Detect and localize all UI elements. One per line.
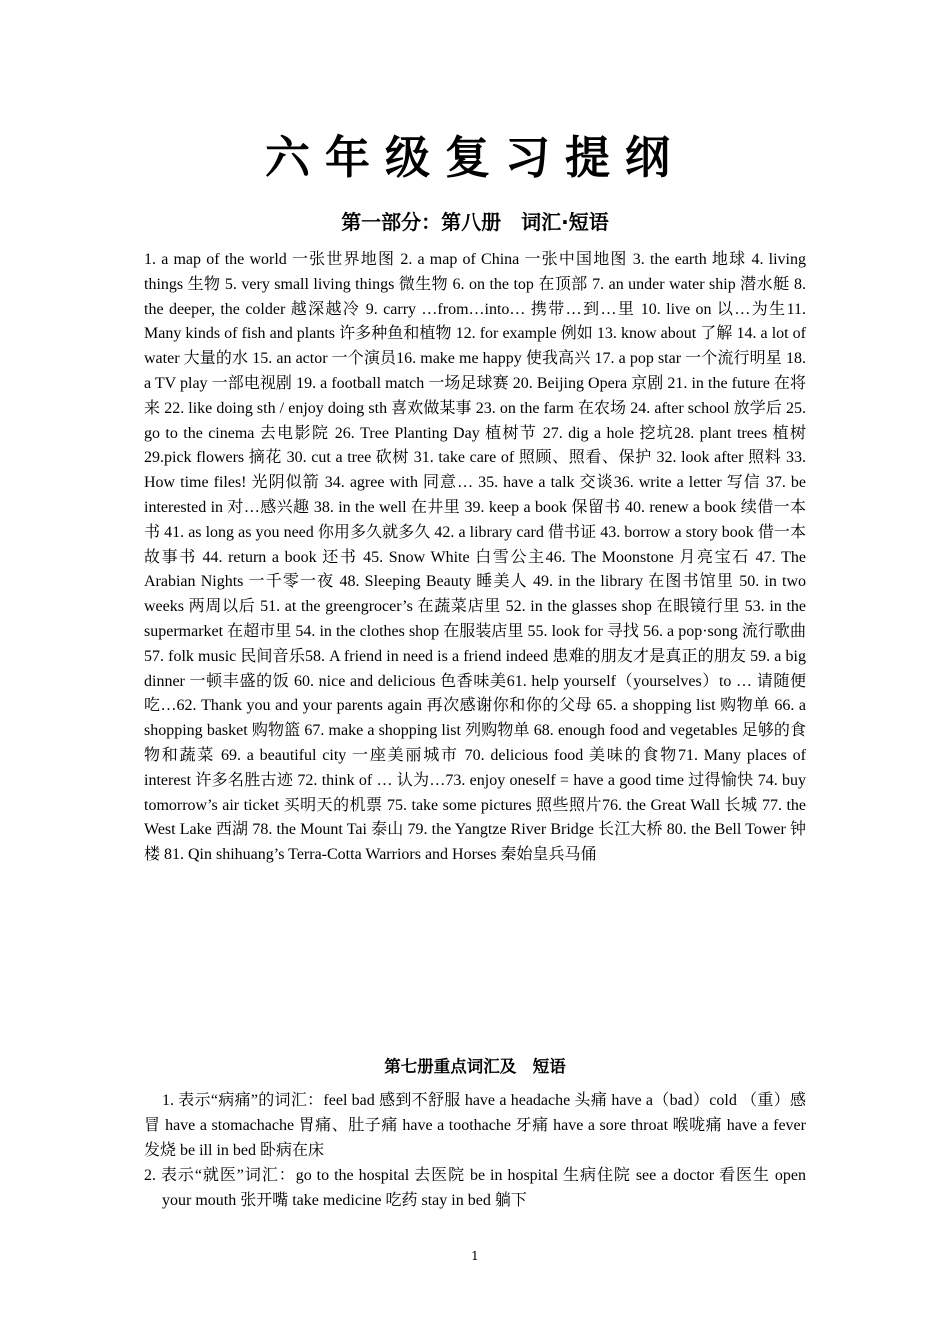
section-heading-part-one: 第一部分：第八册 词汇·短语 [341,210,609,234]
page-number: 1 [471,1249,479,1263]
illness-vocabulary-item: 1. 表示“病痛”的词汇：feel bad 感到不舒服 have a headache 头痛 have a（bad）cold （重）感冒 have a stomachache 胃痛、肚子痛 have a toothache 牙痛 have a sore throat 喉咙痛 have a fever 发烧 be ill in bed 卧病在床 [144,1092,806,1159]
document-title: 六年级复习提纲 [264,131,685,184]
section-heading-book-seven: 第七册重点词汇及 短语 [384,1057,566,1076]
vocabulary-list: 1. a map of the world 一张世界地图 2. a map of China 一张中国地图 3. the earth 地球 4. living things 生物 5. very small living things 微生物 6. on the top 在顶部 7. an under water ship 潜水艇 8. the deeper, the colder 越深越冷 9. carry …from…into… 携带…到…里 10. live on 以…为生11. Many kinds of fish and plants 许多种鱼和植物 12. for example 例如 13. know about 了解 14. a lot of water 大量的水 15. an actor 一个演员16. make me happy 使我高兴 17. a pop star 一个流行明星 18. a TV play 一部电视剧 19. a football match 一场足球赛 20. Beijing Opera 京剧 21. in the future 在将来 22. like doing sth / enjoy doing sth 喜欢做某事 23. on the farm 在农场 24. after school 放学后 25. go to the cinema 去电影院 26. Tree Planting Day 植树节 27. dig a hole 挖坑28. plant trees 植树 29.pick flowers 摘花 30. cut a tree 砍树 31. take care of 照顾、照看、保护 32. look after 照料 33. How time files! 光阴似箭 34. agree with 同意… 35. have a talk 交谈36. write a letter 写信 37. be interested in 对…感兴趣 38. in the well 在井里 39. keep a book 保留书 40. renew a book 续借一本书 41. as long as you need 你用多久就多久 42. a library card 借书证 43. borrow a story book 借一本故事书 44. return a book 还书 45. Snow White 白雪公主46. The Moonstone 月亮宝石 47. The Arabian Nights 一千零一夜 48. Sleeping Beauty 睡美人 49. in the library 在图书馆里 50. in two weeks 两周以后 51. at the greengrocer’s 在蔬菜店里 52. in the glasses shop 在眼镜行里 53. in the supermarket 在超市里 54. in the clothes shop 在服装店里 55. look for 寻找 56. a pop·song 流行歌曲 57. folk music 民间音乐58. A friend in need is a friend indeed 患难的朋友才是真正的朋友 59. a big dinner 一顿丰盛的饭 60. nice and delicious 色香味美61. help yourself（yourselves）to … 请随便吃…62. Thank you and your parents again 再次感谢你和你的父母 65. a shopping list 购物单 66. a shopping basket 购物篮 67. make a shopping list 列购物单 68. enough food and vegetables 足够的食物和蔬菜 69. a beautiful city 一座美丽城市 70. delicious food 美味的食物71. Many places of interest 许多名胜古迹 72. think of … 认为…73. enjoy oneself = have a good time 过得愉快 74. buy tomorrow’s air ticket 买明天的机票 75. take some pictures 照些照片76. the Great Wall 长城 77. the West Lake 西湖 78. the Mount Tai 泰山 79. the Yangtze River Bridge 长江大桥 80. the Bell Tower 钟楼 81. Qin shihuang’s Terra-Cotta Warriors and Horses 秦始皇兵马俑 [144,251,806,864]
doctor-vocabulary-item: 2. 表示“就医”词汇：go to the hospital 去医院 be in hospital 生病住院 see a doctor 看医生 open your mouth 张开嘴 take medicine 吃药 stay in bed 躺下 [144,1167,806,1209]
